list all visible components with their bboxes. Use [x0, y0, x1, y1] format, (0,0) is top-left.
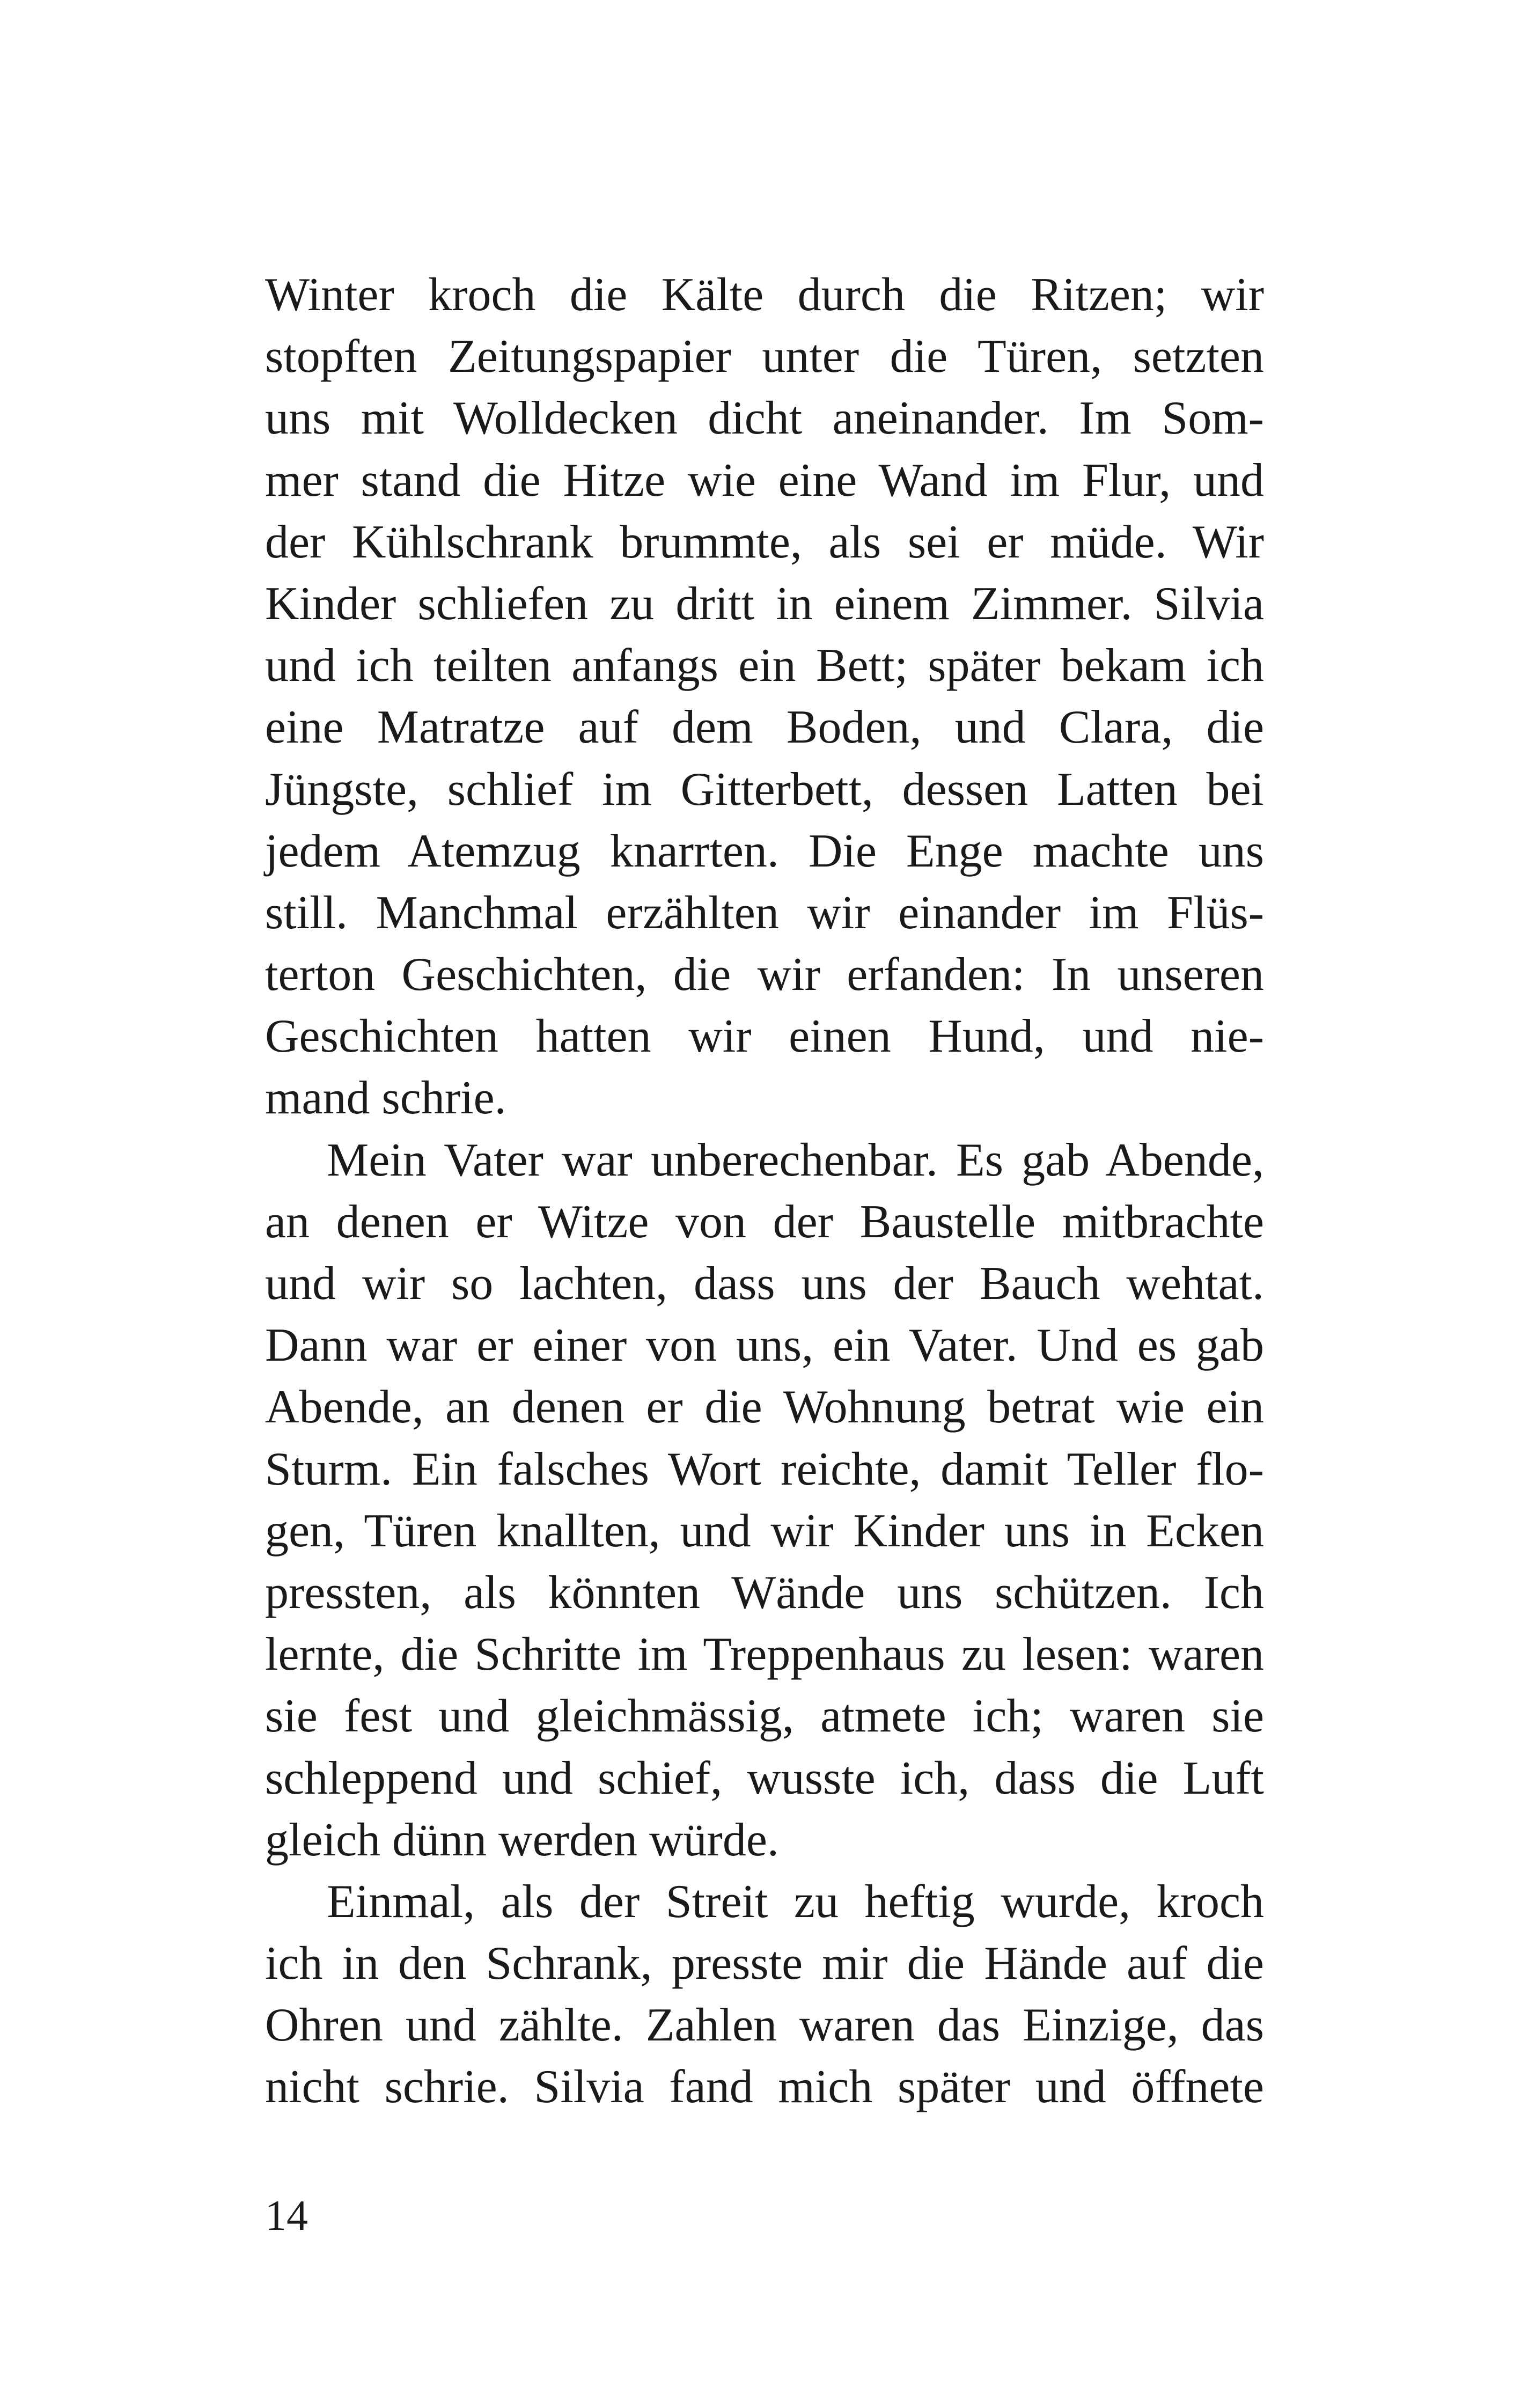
text-line: sie fest und gleichmässig, atmete ich; waren sie [265, 1690, 1264, 1743]
text-line: terton Geschichten, die wir erfanden: In unseren [265, 949, 1264, 1001]
text-line: schleppend und schief, wusste ich, dass die Luft [265, 1752, 1264, 1804]
paragraph-2 [265, 1129, 1264, 1871]
body-text [265, 264, 1264, 2118]
text-line: Ohren und zählte. Zahlen waren das Einzige, das [265, 1999, 1264, 2052]
text-line: Dann war er einer von uns, ein Vater. Und es gab [265, 1319, 1264, 1372]
text-line: pressten, als könnten Wände uns schützen. Ich [265, 1566, 1264, 1619]
text-line: an denen er Witze von der Baustelle mitbrachte [265, 1195, 1264, 1248]
text-line: lernte, die Schritte im Treppenhaus zu lesen: waren [265, 1628, 1264, 1681]
text-line: mer stand die Hitze wie eine Wand im Flur, und [265, 454, 1264, 506]
text-line: nicht schrie. Silvia fand mich später und öffnete [265, 2061, 1264, 2113]
text-line: Kinder schliefen zu dritt in einem Zimmer. Silvia [265, 577, 1264, 630]
text-line: Winter kroch die Kälte durch die Ritzen; wir [265, 269, 1264, 321]
text-line: gleich dünn werden würde. [265, 1814, 779, 1866]
text-line: Geschichten hatten wir einen Hund, und nie- [265, 1010, 1264, 1063]
text-line: und wir so lachten, dass uns der Bauch wehtat. [265, 1258, 1264, 1310]
text-line: stopften Zeitungspapier unter die Türen, setzten [265, 331, 1264, 383]
page-number: 14 [265, 2192, 308, 2240]
text-line: und ich teilten anfangs ein Bett; später bekam ich [265, 640, 1264, 692]
text-line: jedem Atemzug knarrten. Die Enge machte uns [265, 825, 1264, 877]
text-line: Jüngste, schlief im Gitterbett, dessen Latten bei [265, 763, 1264, 816]
text-line: der Kühlschrank brummte, als sei er müde. Wir [265, 516, 1264, 568]
text-line: Abende, an denen er die Wohnung betrat wie ein [265, 1381, 1264, 1434]
text-line: uns mit Wolldecken dicht aneinander. Im Som- [265, 392, 1264, 445]
text-line: mand schrie. [265, 1072, 506, 1125]
text-line: ich in den Schrank, presste mir die Hände auf die [265, 1937, 1264, 1990]
text-line: Mein Vater war unberechenbar. Es gab Abende, [327, 1134, 1264, 1186]
text-line: Einmal, als der Streit zu heftig wurde, kroch [327, 1875, 1264, 1928]
text-line: still. Manchmal erzählten wir einander im Flüs- [265, 886, 1264, 939]
text-line: Sturm. Ein falsches Wort reichte, damit Teller flo- [265, 1443, 1264, 1495]
text-line: eine Matratze auf dem Boden, und Clara, die [265, 701, 1264, 754]
paragraph-3 [265, 1871, 1264, 2118]
paragraph-1 [265, 264, 1264, 1129]
text-line: gen, Türen knallten, und wir Kinder uns in Ecken [265, 1504, 1264, 1557]
